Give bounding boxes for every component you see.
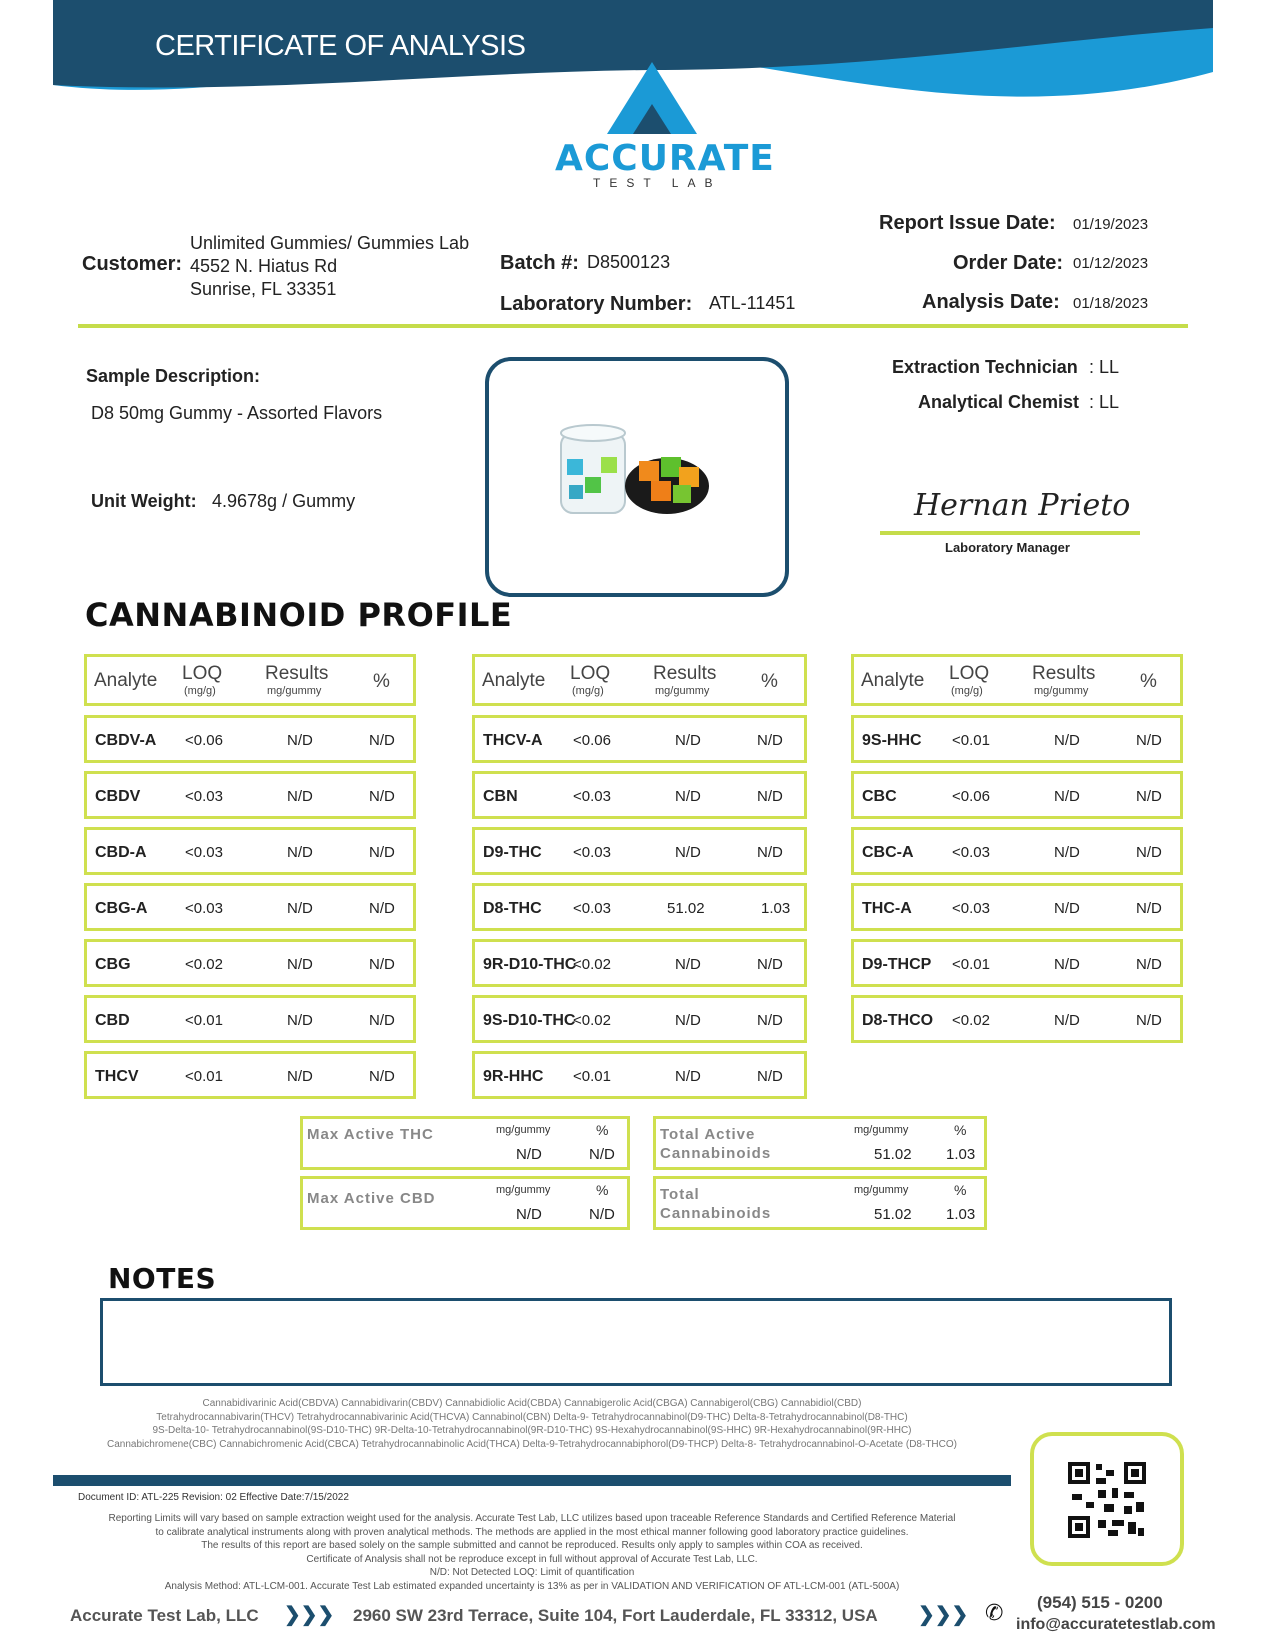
header-pct: %	[761, 671, 778, 692]
analyte-name: 9S-D10-THC	[483, 1012, 576, 1029]
percent-value: N/D	[1136, 900, 1162, 917]
phone-icon: ✆	[985, 1600, 1004, 1625]
percent-value: N/D	[369, 844, 395, 861]
table-row	[84, 939, 416, 987]
analyte-name: 9R-HHC	[483, 1068, 544, 1085]
brand-subtitle: TEST LAB	[593, 176, 722, 190]
percent-value: N/D	[1136, 844, 1162, 861]
loq-value: <0.06	[952, 788, 990, 805]
footer-arrows-icon-2: ❯❯❯	[918, 1604, 969, 1626]
header-loq: LOQ	[182, 663, 223, 684]
analyte-name: D8-THC	[483, 900, 542, 917]
total-active-unit: mg/gummy	[854, 1124, 909, 1136]
percent-value: N/D	[757, 788, 783, 805]
header-results: Results	[265, 663, 329, 684]
total-active-label: Total Active Cannabinoids	[660, 1126, 772, 1162]
header-analyte: Analyte	[94, 670, 158, 691]
divider-line	[78, 324, 1188, 328]
footer-address: 2960 SW 23rd Terrace, Suite 104, Fort Lauderdale, FL 33312, USA	[353, 1606, 878, 1625]
total-active-box	[653, 1116, 987, 1170]
header-loq-unit: (mg/g)	[572, 685, 604, 697]
analyte-name: CBDV-A	[95, 732, 157, 749]
table-row	[851, 883, 1183, 931]
result-value: N/D	[675, 1012, 701, 1029]
percent-value: N/D	[757, 956, 783, 973]
notes-box	[100, 1298, 1172, 1386]
analyte-name: D9-THCP	[862, 956, 932, 973]
table-header-3	[851, 654, 1183, 706]
loq-value: <0.03	[573, 844, 611, 861]
logo-icon	[607, 62, 697, 134]
analyte-name: CBN	[483, 788, 518, 805]
loq-value: <0.01	[573, 1068, 611, 1085]
table-row	[84, 883, 416, 931]
loq-value: <0.03	[185, 900, 223, 917]
result-value: N/D	[675, 732, 701, 749]
loq-value: <0.01	[952, 956, 990, 973]
header-pct: %	[1140, 671, 1157, 692]
header-results-unit: mg/gummy	[655, 685, 710, 697]
analysis-date-value: 01/18/2023	[1073, 295, 1149, 312]
lab-number-value: ATL-11451	[709, 293, 796, 313]
disclaimer: Reporting Limits will vary based on sample extraction weight used for the analysis. Accurate Test Lab, LLC utilizes based upon traceable Reference Standards and Certified Reference Material to calibrate analytical instruments along with proven analytical methods. The methods are applied in the most ethical manner following good laboratory practice guidelines. The results of this report are based solely on the sample submitted and cannot be reproduced. Results only apply to samples within COA as received. Certificate of Analysis shall not be reproduce except in full without approval of Accurate Test Lab, LLC. N/D: Not Detected LOQ: Limit of quantification Analysis Method: ATL-LCM-001. Accurate Test Lab estimated expanded uncertainty is 13% as per in VALIDATION AND VERIFICATION OF ATL-LCM-001 (ATL-500A)	[108, 1513, 956, 1592]
sample-label: Sample Description:	[86, 366, 261, 386]
analyte-name: CBD	[95, 1012, 130, 1029]
percent-value: N/D	[757, 1012, 783, 1029]
analysis-date-label: Analysis Date:	[922, 291, 1060, 313]
footer-phone[interactable]: (954) 515 - 0200	[1037, 1593, 1163, 1612]
loq-value: <0.01	[952, 732, 990, 749]
percent-value: N/D	[1136, 788, 1162, 805]
table-row	[472, 1051, 807, 1099]
loq-value: <0.02	[573, 956, 611, 973]
header-results: Results	[653, 663, 717, 684]
loq-value: <0.02	[185, 956, 223, 973]
table-row	[84, 1051, 416, 1099]
result-value: N/D	[675, 788, 701, 805]
loq-value: <0.06	[185, 732, 223, 749]
header-results: Results	[1032, 663, 1096, 684]
sample-description: D8 50mg Gummy - Assorted Flavors	[91, 403, 383, 423]
total-mg: 51.02	[874, 1206, 912, 1223]
glossary: Cannabidivarinic Acid(CBDVA) Cannabidivarin(CBDV) Cannabidiolic Acid(CBDA) Cannabigerolic Acid(CBGA) Cannabigerol(CBG) Cannabidiol(CBD) Tetrahydrocannabivarin(THCV) Tetrahydrocannabivarinic Acid(THCVA) Cannabinol(CBN) Delta-9- Tetrahydrocannabinol(D9-THC) Delta-8-Tetrahydrocannabinol(D8-THC) 9S-Delta-10- Tetrahydrocannabinol(9S-D10-THC) 9R-Delta-10-Tetrahydrocannabinol(9R-D10-THC) 9S-Hexahydrocannabinol(9S-HHC) 9R-Hexahydrocannabinol(9R-HHC) Cannabichromene(CBC) Cannabichromenic Acid(CBCA) Tetrahydrocannabinolic Acid(THCA) Delta-9-Tetrahydrocannabiphorol(D9-THCP) Delta-8- Tetrahydrocannabinol-O-Acetate (D8-THCO)	[107, 1398, 957, 1450]
analyte-name: D9-THC	[483, 844, 542, 861]
loq-value: <0.02	[573, 1012, 611, 1029]
table-row	[472, 883, 807, 931]
brand-name: ACCURATE	[555, 138, 775, 179]
max-cbd-mg: N/D	[516, 1206, 542, 1223]
result-value: N/D	[287, 844, 313, 861]
table-row	[851, 827, 1183, 875]
max-cbd-pct-label: %	[596, 1182, 609, 1198]
table-row	[472, 771, 807, 819]
percent-value: N/D	[757, 844, 783, 861]
table-header-2	[472, 654, 807, 706]
total-unit: mg/gummy	[854, 1184, 909, 1196]
analyte-name: 9S-HHC	[862, 732, 922, 749]
analyte-name: CBC	[862, 788, 897, 805]
analyte-name: CBC-A	[862, 844, 914, 861]
manager-label: Laboratory Manager	[945, 540, 1070, 555]
loq-value: <0.03	[573, 900, 611, 917]
qr-code-icon	[1068, 1462, 1146, 1538]
result-value: N/D	[287, 788, 313, 805]
header-loq: LOQ	[949, 663, 990, 684]
percent-value: N/D	[369, 732, 395, 749]
batch-value: D8500123	[587, 252, 671, 272]
analyte-name: THCV	[95, 1068, 139, 1085]
loq-value: <0.03	[952, 900, 990, 917]
batch-label: Batch #:	[500, 252, 579, 274]
header-loq: LOQ	[570, 663, 611, 684]
document-info: Document ID: ATL-225 Revision: 02 Effective Date:7/15/2022	[78, 1492, 349, 1503]
header-loq-unit: (mg/g)	[951, 685, 983, 697]
footer-arrows-icon: ❯❯❯	[284, 1604, 335, 1626]
total-active-pct-label: %	[954, 1122, 967, 1138]
result-value: N/D	[287, 1068, 313, 1085]
result-value: N/D	[1054, 956, 1080, 973]
analyte-name: THCV-A	[483, 732, 543, 749]
result-value: N/D	[675, 1068, 701, 1085]
percent-value: N/D	[369, 900, 395, 917]
table-row	[851, 771, 1183, 819]
analytical-chemist-value: : LL	[1089, 392, 1120, 412]
profile-title: CANNABINOID PROFILE	[85, 596, 513, 634]
unit-weight-value: 4.9678g / Gummy	[212, 491, 356, 511]
notes-title: NOTES	[108, 1262, 217, 1295]
analyte-name: CBG-A	[95, 900, 148, 917]
total-cannabinoids-box	[653, 1176, 987, 1230]
table-row	[851, 939, 1183, 987]
max-thc-pct: N/D	[589, 1146, 615, 1163]
footer-bar	[53, 1475, 1011, 1486]
extraction-technician-label: Extraction Technician	[892, 357, 1078, 377]
loq-value: <0.03	[573, 788, 611, 805]
table-row	[472, 715, 807, 763]
result-value: N/D	[1054, 1012, 1080, 1029]
total-active-mg: 51.02	[874, 1146, 912, 1163]
table-row	[851, 995, 1183, 1043]
loq-value: <0.01	[185, 1012, 223, 1029]
header-analyte: Analyte	[861, 670, 925, 691]
order-date-label: Order Date:	[953, 252, 1064, 274]
loq-value: <0.01	[185, 1068, 223, 1085]
max-cbd-pct: N/D	[589, 1206, 615, 1223]
header-results-unit: mg/gummy	[1034, 685, 1089, 697]
percent-value: N/D	[1136, 1012, 1162, 1029]
loq-value: <0.03	[952, 844, 990, 861]
result-value: N/D	[1054, 788, 1080, 805]
analytical-chemist-label: Analytical Chemist	[918, 392, 1080, 412]
percent-value: N/D	[369, 1012, 395, 1029]
lab-number-label: Laboratory Number:	[500, 293, 693, 315]
result-value: N/D	[287, 732, 313, 749]
percent-value: N/D	[369, 1068, 395, 1085]
report-date-label: Report Issue Date:	[879, 212, 1056, 234]
percent-value: N/D	[757, 732, 783, 749]
report-date-value: 01/19/2023	[1073, 216, 1149, 233]
header-analyte: Analyte	[482, 670, 546, 691]
sample-photo-frame	[485, 357, 789, 597]
customer-name: Unlimited Gummies/ Gummies Lab	[190, 233, 470, 253]
percent-value: N/D	[1136, 956, 1162, 973]
table-row	[84, 771, 416, 819]
document-title: CERTIFICATE OF ANALYSIS	[155, 30, 526, 62]
analyte-name: CBD-A	[95, 844, 147, 861]
qr-code-frame[interactable]	[1030, 1432, 1184, 1566]
result-value: N/D	[287, 1012, 313, 1029]
analyte-name: CBDV	[95, 788, 141, 805]
result-value: N/D	[1054, 732, 1080, 749]
unit-weight-label: Unit Weight:	[91, 491, 197, 511]
header-pct: %	[373, 671, 390, 692]
order-date-value: 01/12/2023	[1073, 255, 1149, 272]
max-active-cbd-box	[300, 1176, 630, 1230]
analyte-name: 9R-D10-THC	[483, 956, 577, 973]
total-active-pct: 1.03	[946, 1146, 976, 1163]
signature: Hernan Prieto	[914, 488, 1131, 523]
table-row	[84, 827, 416, 875]
total-cannabinoids-label: Total Cannabinoids	[660, 1186, 772, 1222]
percent-value: 1.03	[761, 900, 791, 917]
percent-value: N/D	[369, 956, 395, 973]
loq-value: <0.06	[573, 732, 611, 749]
gummy-jar-image	[489, 361, 785, 593]
table-header-1	[84, 654, 416, 706]
result-value: N/D	[287, 900, 313, 917]
percent-value: N/D	[369, 788, 395, 805]
max-thc-pct-label: %	[596, 1122, 609, 1138]
loq-value: <0.03	[185, 788, 223, 805]
result-value: N/D	[1054, 900, 1080, 917]
max-cbd-unit: mg/gummy	[496, 1184, 551, 1196]
max-thc-mg: N/D	[516, 1146, 542, 1163]
footer-company: Accurate Test Lab, LLC	[70, 1606, 259, 1625]
customer-address-2: Sunrise, FL 33351	[190, 279, 337, 299]
loq-value: <0.02	[952, 1012, 990, 1029]
footer-email[interactable]: info@accuratetestlab.com	[1016, 1616, 1216, 1633]
percent-value: N/D	[1136, 732, 1162, 749]
customer-label: Customer:	[82, 253, 183, 275]
table-row	[84, 715, 416, 763]
result-value: N/D	[287, 956, 313, 973]
signature-line	[880, 531, 1140, 535]
result-value: N/D	[1054, 844, 1080, 861]
header-loq-unit: (mg/g)	[184, 685, 216, 697]
analyte-name: CBG	[95, 956, 131, 973]
analyte-name: THC-A	[862, 900, 912, 917]
table-row	[851, 715, 1183, 763]
total-pct-label: %	[954, 1182, 967, 1198]
analyte-name: D8-THCO	[862, 1012, 934, 1029]
table-row	[472, 995, 807, 1043]
customer-address-1: 4552 N. Hiatus Rd	[190, 256, 338, 276]
loq-value: <0.03	[185, 844, 223, 861]
max-active-thc-box	[300, 1116, 630, 1170]
total-pct: 1.03	[946, 1206, 976, 1223]
result-value: N/D	[675, 956, 701, 973]
table-row	[472, 827, 807, 875]
extraction-technician-value: : LL	[1089, 357, 1120, 377]
max-active-thc-label: Max Active THC	[307, 1126, 434, 1143]
table-row	[84, 995, 416, 1043]
max-active-cbd-label: Max Active CBD	[307, 1190, 436, 1207]
header-results-unit: mg/gummy	[267, 685, 322, 697]
table-row	[472, 939, 807, 987]
max-thc-unit: mg/gummy	[496, 1124, 551, 1136]
result-value: 51.02	[667, 900, 705, 917]
result-value: N/D	[675, 844, 701, 861]
percent-value: N/D	[757, 1068, 783, 1085]
